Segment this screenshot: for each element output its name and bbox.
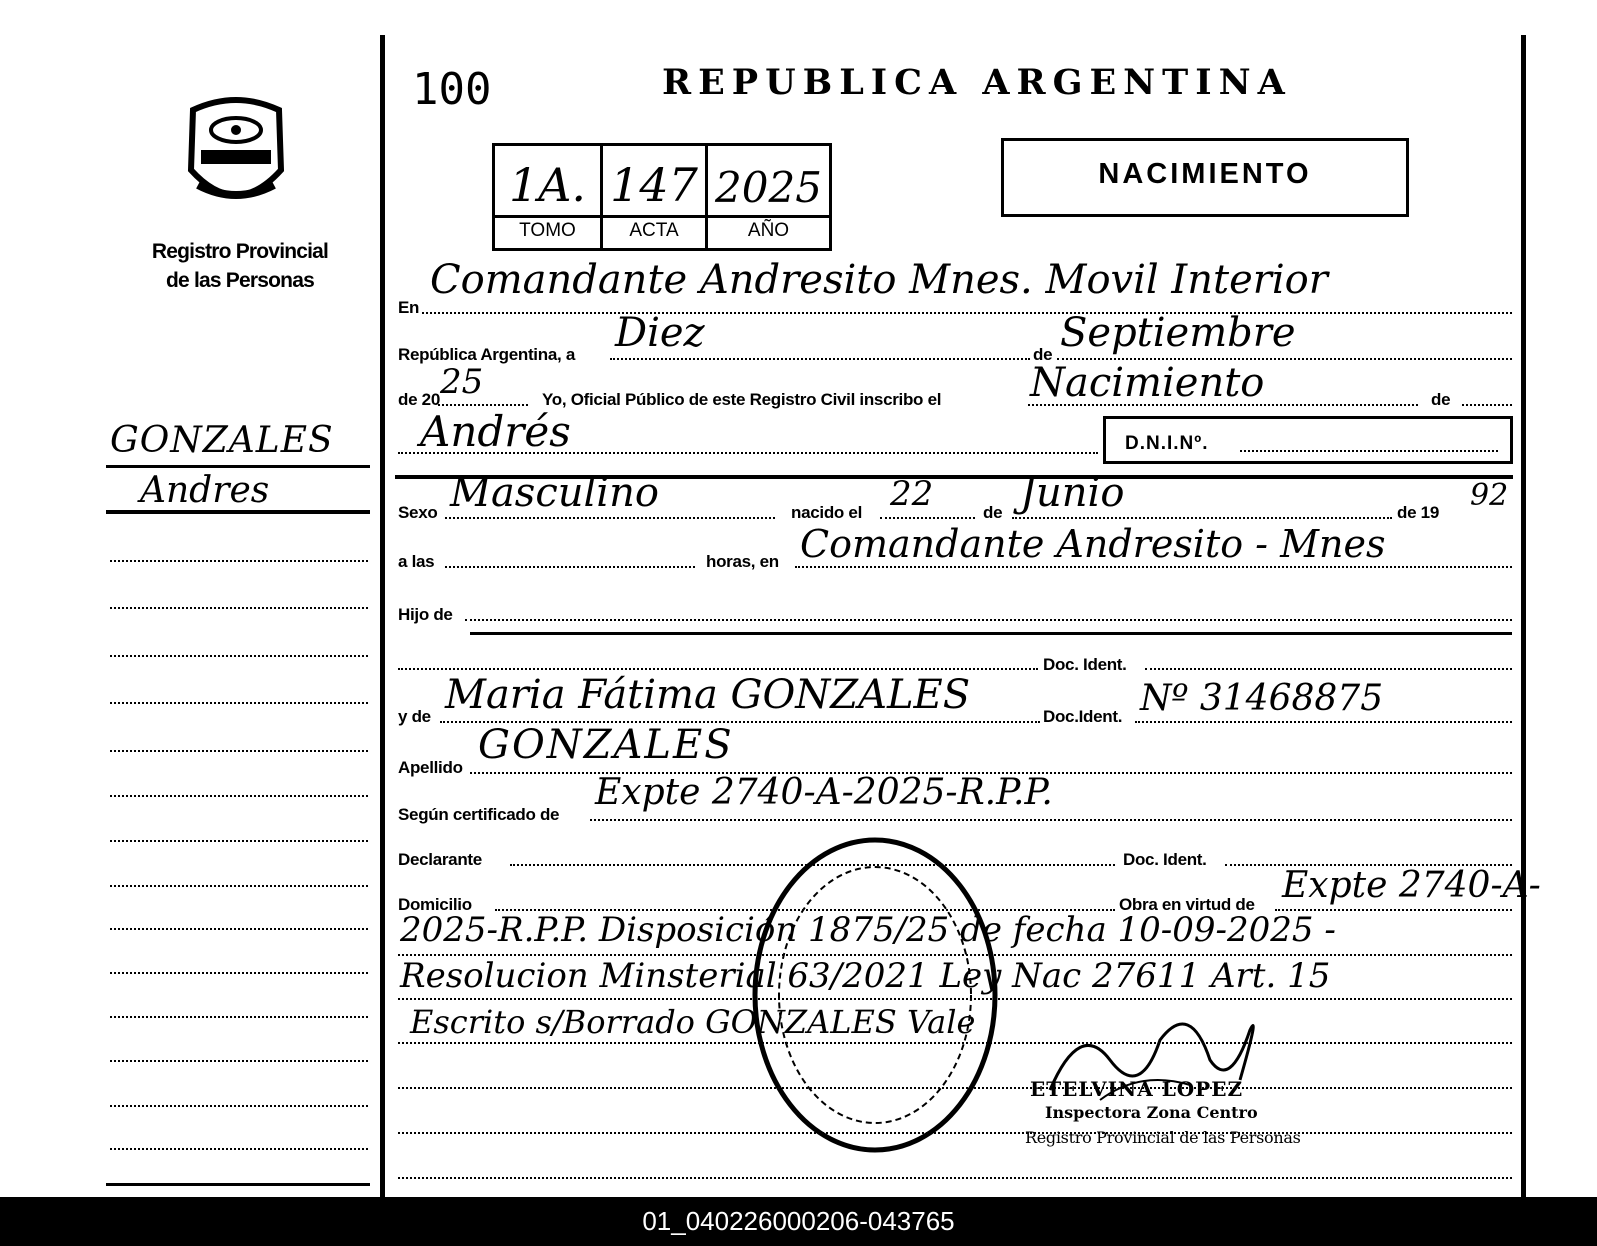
label-de2: de — [1431, 390, 1451, 409]
line-dia — [610, 358, 1030, 360]
line-anio — [438, 404, 528, 406]
line-nombre — [398, 452, 1098, 454]
label-dni: D.N.I.Nº. — [1125, 433, 1209, 454]
margin-dots — [110, 840, 368, 842]
hijo-de-strike — [470, 632, 1512, 635]
label-sexo: Sexo — [398, 503, 438, 522]
label-a-las: a las — [398, 552, 435, 571]
entry-obra-2: 2025-R.P.P. Disposición 1875/25 de fecha 10-09-2025 - — [400, 910, 1336, 950]
line-dni — [1240, 450, 1498, 452]
entry-madre: Maria Fátima GONZALES — [445, 672, 971, 718]
line-lugar-nac — [795, 566, 1512, 568]
entry-sexo: Masculino — [450, 470, 659, 516]
registry-line2: de las Personas — [166, 269, 314, 292]
signer-title: Inspectora Zona Centro — [1045, 1103, 1258, 1122]
country-title: REPUBLICA ARGENTINA — [662, 62, 1292, 103]
line-madre-doc — [1135, 721, 1512, 723]
anio-label: AÑO — [747, 220, 790, 241]
entry-mes: Septiembre — [1060, 310, 1296, 356]
line-en — [422, 312, 1512, 314]
anio-value: 2025 — [715, 163, 822, 212]
entry-madre-doc: Nº 31468875 — [1140, 678, 1384, 719]
acta-value: 147 — [610, 158, 698, 212]
line-hijo-de — [465, 619, 1512, 621]
label-segun: Según certificado de — [398, 805, 560, 824]
entry-acto: Nacimiento — [1030, 360, 1265, 406]
label-doc-ident2: Doc.Ident. — [1043, 707, 1123, 726]
entry-lugar: Comandante Andresito Mnes. Movil Interior — [430, 257, 1328, 303]
label-domicilio: Domicilio — [398, 895, 472, 914]
entry-lugar-nac: Comandante Andresito - Mnes — [800, 522, 1386, 566]
registry-name — [130, 237, 350, 295]
registry-seal — [183, 95, 289, 215]
entry-nac-anio: 92 — [1470, 478, 1509, 513]
frame-left-line — [380, 35, 385, 1197]
form-number: 100 — [412, 64, 492, 115]
label-de4: de 19 — [1397, 503, 1439, 522]
line-sexo — [445, 517, 775, 519]
signer-office: Registro Provincial de las Personas — [1025, 1128, 1301, 1147]
label-y-de: y de — [398, 707, 431, 726]
label-de20: de 20 — [398, 390, 440, 409]
margin-dots — [110, 607, 368, 609]
entry-nac-dia: 22 — [890, 474, 934, 514]
margin-dots — [110, 702, 368, 704]
line-blank-3 — [398, 1177, 1512, 1179]
line-de2 — [1462, 404, 1512, 406]
line-a-las — [445, 566, 695, 568]
margin-line-2 — [106, 510, 370, 514]
label-de3: de — [983, 503, 1003, 522]
line-nac-mes — [1012, 517, 1392, 519]
margin-dots — [110, 885, 368, 887]
margin-line-1 — [106, 465, 370, 468]
margin-dots — [110, 1016, 368, 1018]
label-doc-ident3: Doc. Ident. — [1123, 850, 1207, 869]
label-republica: República Argentina, a — [398, 345, 575, 364]
line-doc-ident1 — [398, 668, 1038, 670]
entry-obra-1: Expte 2740-A- — [1282, 865, 1541, 906]
margin-bottom-line — [106, 1183, 370, 1186]
entry-apellido: GONZALES — [478, 722, 734, 768]
label-yo-oficial: Yo, Oficial Público de este Registro Civil inscribo el — [542, 390, 942, 409]
entry-obra-4: Escrito s/Borrado GONZALES Vale — [410, 1003, 976, 1041]
entry-certificado: Expte 2740-A-2025-R.P.P. — [595, 772, 1053, 813]
label-apellido: Apellido — [398, 758, 463, 777]
margin-dots — [110, 655, 368, 657]
doc-type-label: NACIMIENTO — [1098, 158, 1312, 190]
label-horas-en: horas, en — [706, 552, 779, 571]
margin-name: Andres — [140, 470, 270, 511]
label-declarante: Declarante — [398, 850, 482, 869]
line-certificado — [590, 819, 1512, 821]
signer-name: ETELVINA LOPEZ — [1030, 1077, 1244, 1101]
label-obra: Obra en virtud de — [1119, 895, 1255, 914]
margin-dots — [110, 972, 368, 974]
label-en: En — [398, 298, 420, 317]
tomo-value: 1A. — [508, 158, 587, 212]
margin-dots — [110, 795, 368, 797]
frame-right-line — [1521, 35, 1526, 1197]
document-code: 01_040226000206-043765 — [0, 1197, 1597, 1246]
label-de1: de — [1033, 345, 1053, 364]
margin-surname: GONZALES — [110, 420, 334, 461]
margin-dots — [110, 1148, 368, 1150]
line-nac-dia — [880, 517, 975, 519]
line-doc-ident1-value — [1145, 668, 1512, 670]
acta-label: ACTA — [629, 220, 679, 241]
entry-obra-3: Resolucion Minsterial 63/2021 Ley Nac 27611 Art. 15 — [400, 956, 1331, 996]
registry-line1: Registro Provincial — [151, 240, 329, 263]
entry-nac-mes: Junio — [1020, 470, 1125, 516]
margin-dots — [110, 750, 368, 752]
entry-nombre: Andrés — [420, 407, 571, 456]
margin-dots — [110, 1105, 368, 1107]
line-acto — [1028, 404, 1418, 406]
entry-anio: 25 — [440, 362, 484, 402]
tomo-label: TOMO — [519, 220, 576, 241]
margin-dots — [110, 1060, 368, 1062]
margin-dots — [110, 928, 368, 930]
entry-dia: Diez — [615, 310, 705, 356]
official-stamp — [745, 830, 1005, 1160]
label-doc-ident1: Doc. Ident. — [1043, 655, 1127, 674]
label-nacido-el: nacido el — [791, 503, 862, 522]
label-hijo-de: Hijo de — [398, 605, 453, 624]
margin-dots — [110, 560, 368, 562]
